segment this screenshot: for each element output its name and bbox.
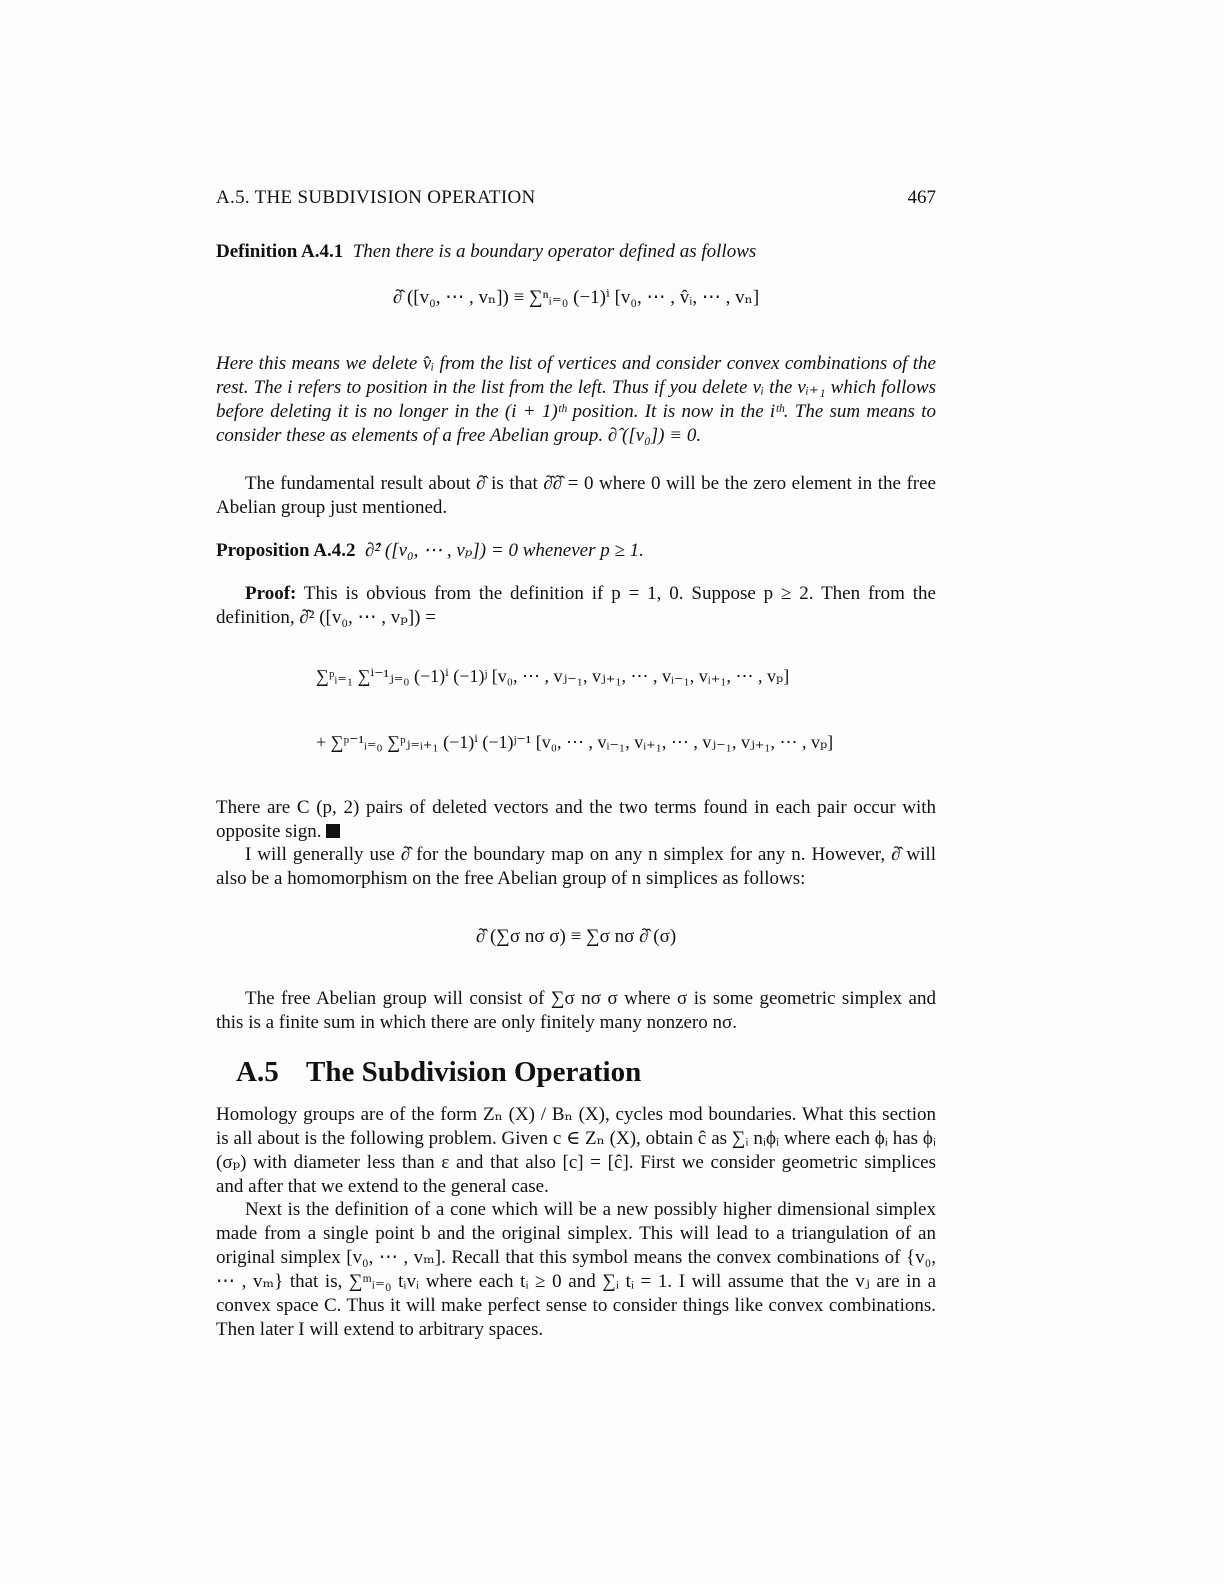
paragraph-fundamental-result: The fundamental result about ∂̂ is that ∂̂∂̂ = 0 where 0 will be the zero element in the free Abelian group just mentioned. (216, 473, 936, 518)
proof-equation-line-2: + ∑ᵖ⁻¹ᵢ₌₀ ∑ᵖⱼ₌ᵢ₊₁ (−1)ⁱ (−1)ʲ⁻¹ [v₀, ⋯ , vᵢ₋₁, vᵢ₊₁, ⋯ , vⱼ₋₁, vⱼ₊₁, ⋯ , vₚ] (316, 732, 834, 752)
proof-label: Proof: (245, 583, 297, 604)
section-number: A.5 (236, 1056, 279, 1088)
proof-paragraph (216, 582, 936, 630)
proposition (216, 539, 936, 563)
qed-square-icon (326, 824, 340, 838)
proof-conclusion-text: There are C (p, 2) pairs of deleted vectors and the two terms found in each pair occur with opposite sign. (216, 797, 936, 842)
running-header (216, 186, 936, 210)
definition-heading (216, 240, 936, 264)
paragraph-free-abelian-group: The free Abelian group will consist of ∑σ nσ σ where σ is some geometric simplex and this is a finite sum in which there are only finitely many nonzero nσ. (216, 988, 936, 1033)
boundary-equation (216, 286, 936, 309)
page-number: 467 (907, 187, 936, 208)
proof-text: This is obvious from the definition if p = 1, 0. Suppose p ≥ 2. Then from the definition, ∂̂² ([v₀, ⋯ , vₚ]) = (216, 583, 936, 628)
section-title: The Subdivision Operation (306, 1056, 642, 1088)
proof-equation-line-1: ∑ᵖᵢ₌₁ ∑ⁱ⁻¹ⱼ₌₀ (−1)ⁱ (−1)ʲ [v₀, ⋯ , vⱼ₋₁, vⱼ₊₁, ⋯ , vᵢ₋₁, vᵢ₊₁, ⋯ , vₚ] (316, 666, 790, 686)
proposition-label: Proposition A.4.2 (216, 540, 356, 561)
definition-label: Definition A.4.1 (216, 241, 344, 262)
proposition-statement: ∂̂² ([v₀, ⋯ , vₚ]) = 0 whenever p ≥ 1. (365, 540, 644, 561)
definition-explanation: Here this means we delete v̂ᵢ from the list of vertices and consider convex combinations of the rest. The i refers to position in the list from the left. Thus if you delete vᵢ the vᵢ₊₁ which follows before deleting it is no longer in the (i + 1)ᵗʰ position. It is now in the iᵗʰ. The sum means to consider these as elements of a free Abelian group. ∂̂ ([v₀]) ≡ 0. (216, 353, 936, 446)
definition-statement: Then there is a boundary operator defined as follows (352, 241, 757, 262)
homomorphism-equation: ∂̂ (∑σ nσ σ) ≡ ∑σ nσ ∂̂ (σ) (475, 926, 677, 947)
paragraph-boundary-map: I will generally use ∂̂ for the boundary map on any n simplex for any n. However, ∂̂ will also be a homomorphism on the free Abelian group of n simplices as follows: (216, 844, 936, 889)
section-heading (236, 1056, 641, 1089)
boundary-equation-text: ∂̂ ([v₀, ⋯ , vₙ]) ≡ ∑ⁿᵢ₌₀ (−1)ⁱ [v₀, ⋯ , v̂ᵢ, ⋯ , vₙ] (392, 287, 760, 308)
paragraph-cone-definition: Next is the definition of a cone which will be a new possibly higher dimensional simplex made from a single point b and the original simplex. This will lead to a triangulation of an original simplex [v₀, ⋯ , vₘ]. Recall that this symbol means the convex combinations of {v₀, ⋯ , vₘ} that is, ∑ᵐᵢ₌₀ tᵢvᵢ where each tᵢ ≥ 0 and ∑ᵢ tᵢ = 1. I will assume that the vⱼ are in a convex space C. Thus it will make perfect sense to consider things like convex combinations. Then later I will extend to arbitrary spaces. (216, 1199, 936, 1340)
running-head: A.5. THE SUBDIVISION OPERATION (216, 187, 536, 208)
paragraph-homology-groups: Homology groups are of the form Zₙ (X) / Bₙ (X), cycles mod boundaries. What this section is all about is the following problem. Given c ∈ Zₙ (X), obtain ĉ as ∑ᵢ nᵢϕᵢ where each ϕᵢ has ϕᵢ (σₚ) with diameter less than ε and that also [c] = [ĉ]. First we consider geometric simplices and after that we extend to the general case. (216, 1104, 936, 1197)
proof-conclusion (216, 796, 936, 844)
